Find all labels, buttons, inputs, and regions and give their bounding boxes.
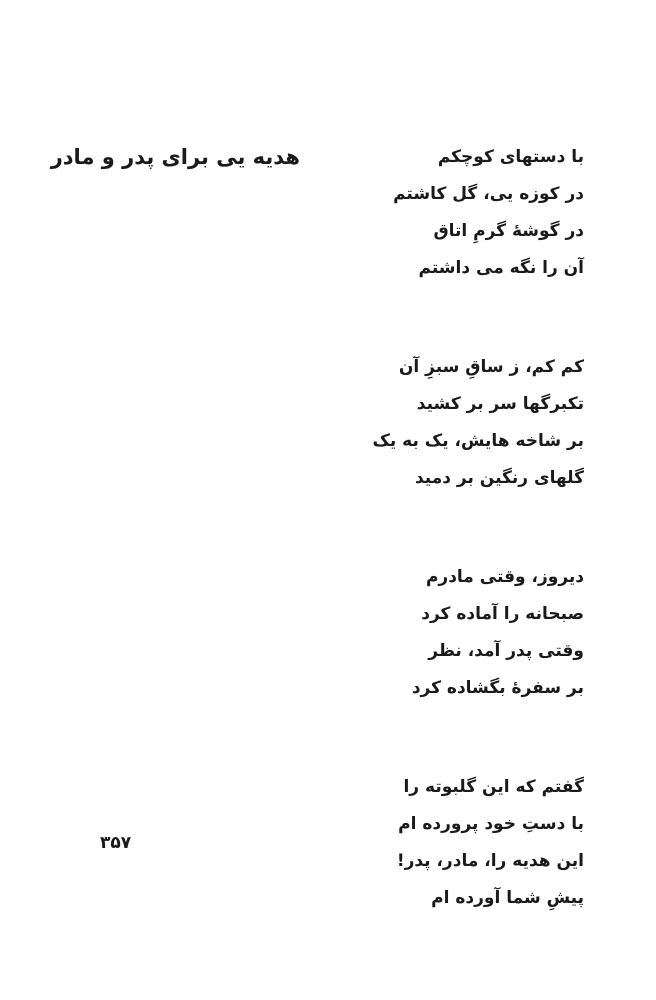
poem-line: با دستهای کوچکم [437, 147, 584, 167]
poem-line: بر شاخه هایش، یک به یک [372, 431, 584, 451]
poem-line: گفتم که این گلبوته را [403, 777, 584, 797]
stanza-4 [324, 773, 584, 921]
stanza-3 [324, 563, 584, 711]
poem-line: تکبرگها سر بر کشید [416, 394, 584, 414]
poem-line: وقتی پدر آمد، نظر [428, 641, 584, 661]
poem-line: با دستِ خود پرورده ام [398, 814, 584, 834]
poem-line: صبحانه را آماده کرد [421, 604, 584, 624]
poem-line: در گوشهٔ گرمِ اتاق [433, 221, 584, 241]
poem-line: بر سفرهٔ بگشاده کرد [411, 678, 584, 698]
poem-title: هدیه یی برای پدر و مادر [50, 145, 300, 169]
poem-line: پیشِ شما آورده ام [431, 888, 584, 908]
poem-line: کم کم، ز ساقِ سبزِ آن [398, 357, 584, 377]
poem-line: این هدیه را، مادر، پدر! [396, 851, 584, 871]
poem-line: آن را نگه می داشتم [418, 258, 584, 278]
poem-line: گلهای رنگین بر دمید [414, 468, 584, 488]
poem-body [324, 143, 584, 983]
page-number: ۳۵۷ [100, 833, 132, 853]
poem-line: دیروز، وقتی مادرم [425, 567, 584, 587]
stanza-1 [324, 143, 584, 291]
stanza-2 [324, 353, 584, 501]
poem-line: در کوزه یی، گل کاشتم [393, 184, 584, 204]
